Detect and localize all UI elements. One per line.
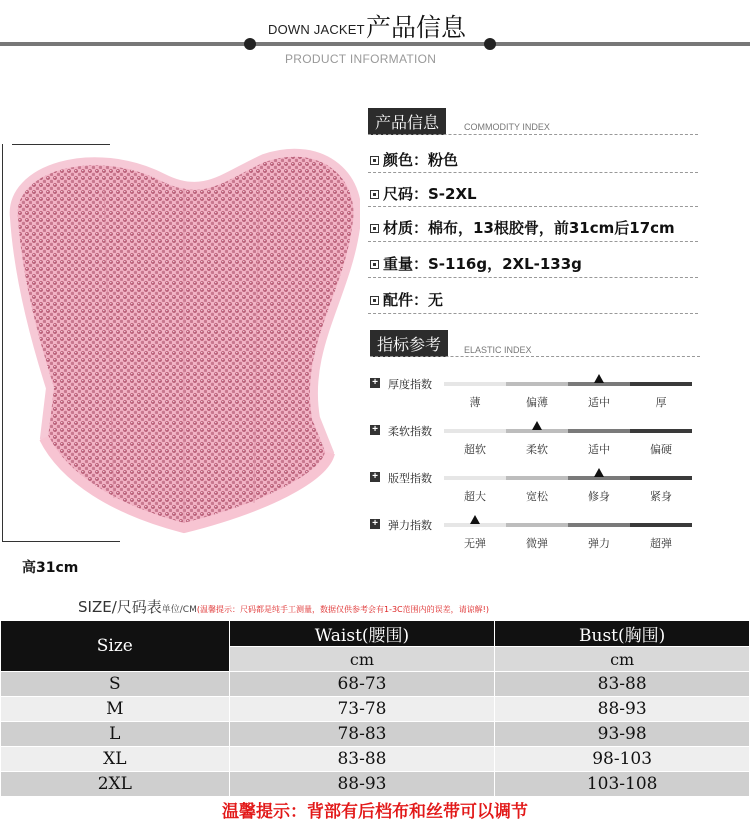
bullet-icon	[370, 296, 379, 305]
header-divider	[0, 42, 750, 46]
size-title-text: SIZE/尺码表	[78, 598, 162, 616]
cell-waist: 73-78	[229, 697, 495, 722]
info-row-weight	[370, 253, 582, 274]
product-image-corset	[4, 148, 360, 540]
row-divider	[368, 172, 698, 173]
unit-bust: cm	[495, 647, 750, 672]
index-scale-segment	[630, 429, 692, 433]
index-option: 薄	[469, 396, 481, 409]
cell-bust: 83-88	[495, 672, 750, 697]
index-marker-icon	[470, 515, 480, 524]
index-label: 柔软指数	[388, 425, 432, 438]
index-scale-segment	[630, 382, 692, 386]
cell-size: L	[1, 722, 230, 747]
index-option: 超弹	[650, 537, 672, 550]
info-text-accessory: 配件：无	[383, 291, 444, 309]
unit-waist: cm	[229, 647, 495, 672]
plus-icon: +	[370, 472, 380, 482]
plus-icon: +	[370, 425, 380, 435]
header-subtitle: PRODUCT INFORMATION	[285, 52, 437, 66]
elastic-divider	[370, 356, 700, 357]
index-scale-segment	[444, 382, 506, 386]
index-scale-segment	[506, 382, 568, 386]
row-divider	[368, 241, 698, 242]
index-option: 偏硬	[650, 443, 672, 456]
cell-bust: 98-103	[495, 747, 750, 772]
bullet-icon	[370, 156, 379, 165]
table-row	[1, 697, 750, 722]
cell-size: 2XL	[1, 772, 230, 797]
elastic-tag-sub: ELASTIC INDEX	[464, 345, 532, 355]
info-row-color	[370, 149, 458, 170]
cell-bust: 93-98	[495, 722, 750, 747]
table-row	[1, 747, 750, 772]
size-note: (温馨提示：尺码都是纯手工测量，数据仅供参考会有1-3C范围内的误差，请谅解!)	[196, 605, 489, 614]
warm-tip: 温馨提示：背部有后档布和丝带可以调节	[222, 802, 528, 822]
header-bust: Bust(胸围)	[495, 621, 750, 647]
size-table	[0, 620, 750, 797]
index-label: 版型指数	[388, 472, 432, 485]
commodity-tag-sub: COMMODITY INDEX	[464, 122, 550, 132]
index-scale-bar	[444, 429, 692, 433]
index-label: 弹力指数	[388, 519, 432, 532]
header-dot-right	[484, 38, 496, 50]
elastic-tag: 指标参考	[370, 330, 448, 357]
cell-bust: 103-108	[495, 772, 750, 797]
info-row-material	[370, 217, 675, 238]
height-label: 高31cm	[22, 560, 79, 576]
info-text-weight: 重量：S-116g，2XL-133g	[383, 255, 582, 273]
bullet-icon	[370, 224, 379, 233]
cell-size: S	[1, 672, 230, 697]
index-option: 柔软	[526, 443, 548, 456]
index-scale-bar	[444, 523, 692, 527]
index-option: 弹力	[588, 537, 610, 550]
index-option: 宽松	[526, 490, 548, 503]
index-marker-icon	[532, 421, 542, 430]
index-option: 偏薄	[526, 396, 548, 409]
commodity-tag: 产品信息	[368, 108, 446, 135]
header-size: Size	[1, 621, 230, 672]
header-dot-left	[244, 38, 256, 50]
index-option: 超大	[464, 490, 486, 503]
dimension-line-bottom	[2, 541, 120, 542]
table-row	[1, 672, 750, 697]
header-title-en: DOWN JACKET	[268, 22, 365, 37]
cell-size: M	[1, 697, 230, 722]
index-scale-segment	[568, 523, 630, 527]
table-row	[1, 722, 750, 747]
row-divider	[368, 277, 698, 278]
index-scale-segment	[506, 476, 568, 480]
index-option: 紧身	[650, 490, 672, 503]
plus-icon: +	[370, 378, 380, 388]
info-row-accessory	[370, 289, 443, 310]
index-scale-segment	[444, 476, 506, 480]
index-marker-icon	[594, 374, 604, 383]
header-title-cn: 产品信息	[366, 13, 467, 42]
index-scale-segment	[630, 476, 692, 480]
info-text-size: 尺码：S-2XL	[383, 185, 477, 203]
index-option: 无弹	[464, 537, 486, 550]
index-option: 厚	[655, 396, 667, 409]
index-option: 适中	[588, 443, 610, 456]
size-table-title	[78, 596, 489, 617]
index-scale-segment	[568, 429, 630, 433]
cell-waist: 68-73	[229, 672, 495, 697]
row-divider	[368, 313, 698, 314]
index-scale-segment	[506, 523, 568, 527]
index-marker-icon	[594, 468, 604, 477]
index-scale-segment	[630, 523, 692, 527]
commodity-divider	[368, 134, 698, 135]
size-unit: 单位/CM	[161, 605, 197, 615]
cell-waist: 83-88	[229, 747, 495, 772]
table-row	[1, 772, 750, 797]
cell-waist: 88-93	[229, 772, 495, 797]
header-waist: Waist(腰围)	[229, 621, 495, 647]
index-option: 超软	[464, 443, 486, 456]
dimension-line-top	[12, 144, 110, 145]
cell-bust: 88-93	[495, 697, 750, 722]
index-scale-bar	[444, 476, 692, 480]
plus-icon: +	[370, 519, 380, 529]
row-divider	[368, 206, 698, 207]
index-label: 厚度指数	[388, 378, 432, 391]
info-text-material: 材质：棉布，13根胶骨，前31cm后17cm	[383, 219, 675, 237]
dimension-line-left	[2, 144, 3, 542]
index-scale-bar	[444, 382, 692, 386]
cell-size: XL	[1, 747, 230, 772]
bullet-icon	[370, 190, 379, 199]
info-text-color: 颜色：粉色	[383, 151, 459, 169]
index-scale-segment	[444, 429, 506, 433]
index-option: 适中	[588, 396, 610, 409]
index-option: 微弹	[526, 537, 548, 550]
info-row-size	[370, 183, 477, 204]
index-option: 修身	[588, 490, 610, 503]
cell-waist: 78-83	[229, 722, 495, 747]
bullet-icon	[370, 260, 379, 269]
